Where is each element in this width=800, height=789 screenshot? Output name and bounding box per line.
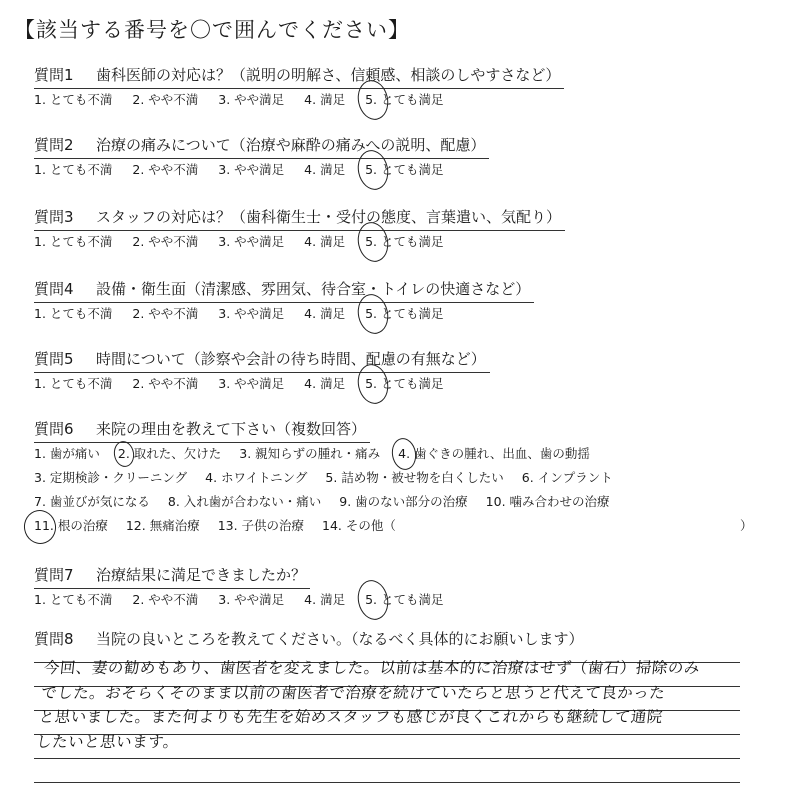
answer-line: でした。おそらくそのまま以前の歯医者で治療を続けていたらと思うと代えて良かった — [40, 683, 667, 702]
option-4[interactable]: 4. 満足 — [304, 592, 346, 607]
option-1[interactable]: 1. とても不満 — [34, 162, 113, 177]
option-2[interactable]: 2. やや不満 — [132, 234, 199, 249]
question-title — [34, 564, 310, 589]
reason-option-9[interactable]: 9. 歯のない部分の治療 — [339, 494, 468, 509]
option-5[interactable]: 5. とても満足 — [365, 590, 443, 610]
multi-option-row — [34, 468, 627, 488]
option-5[interactable]: 5. とても満足 — [365, 160, 443, 180]
option-5[interactable]: 5. とても満足 — [365, 90, 443, 110]
reason-option-4[interactable]: 4. 歯ぐきの腫れ、出血、歯の動揺 — [398, 444, 590, 464]
multi-option-row — [34, 516, 784, 536]
selection-circle — [21, 507, 58, 546]
question-number: 質問7 — [34, 566, 74, 584]
option-4[interactable]: 4. 満足 — [304, 306, 346, 321]
option-1[interactable]: 1. とても不満 — [34, 592, 113, 607]
option-2[interactable]: 2. やや不満 — [132, 162, 199, 177]
selection-circle — [112, 439, 136, 468]
option-2[interactable]: 2. やや不満 — [132, 92, 199, 107]
option-1[interactable]: 1. とても不満 — [34, 92, 113, 107]
option-4[interactable]: 4. 満足 — [304, 92, 346, 107]
question-title — [34, 134, 489, 159]
reason-option-14[interactable]: 14. その他（ — [322, 518, 396, 533]
reason-option-13[interactable]: 13. 子供の治療 — [217, 518, 305, 533]
option-3[interactable]: 3. やや満足 — [218, 592, 285, 607]
question-text: 時間について（診察や会計の待ち時間、配慮の有無など） — [96, 350, 486, 368]
option-2[interactable]: 2. やや不満 — [132, 376, 199, 391]
question-title — [34, 278, 534, 303]
multi-option-row — [34, 492, 624, 512]
option-4[interactable]: 4. 満足 — [304, 376, 346, 391]
question-title — [34, 418, 370, 443]
question-number: 質問6 — [34, 420, 74, 438]
option-5[interactable]: 5. とても満足 — [365, 304, 443, 324]
reason-option-1[interactable]: 1. 歯が痛い — [34, 446, 100, 461]
handwritten-answer[interactable] — [35, 656, 745, 754]
option-2[interactable]: 2. やや不満 — [132, 306, 199, 321]
option-1[interactable]: 1. とても不満 — [34, 376, 113, 391]
reason-option-3[interactable]: 3. 親知らずの腫れ・痛み — [239, 446, 381, 461]
option-1[interactable]: 1. とても不満 — [34, 234, 113, 249]
question-number: 質問2 — [34, 136, 74, 154]
option-5[interactable]: 5. とても満足 — [365, 374, 443, 394]
reason-option-6[interactable]: 6. インプラント — [521, 470, 613, 485]
option-3[interactable]: 3. やや満足 — [218, 92, 285, 107]
option-3[interactable]: 3. やや満足 — [218, 376, 285, 391]
rating-options — [34, 374, 459, 394]
other-close-paren: ） — [740, 518, 753, 533]
question-text: 設備・衛生面（清潔感、雰囲気、待合室・トイレの快適さなど） — [96, 280, 531, 298]
page-title: 【該当する番号を〇で囲んでください】 — [14, 18, 410, 42]
question-number: 質問5 — [34, 350, 74, 368]
reason-option-10[interactable]: 10. 噛み合わせの治療 — [485, 494, 610, 509]
option-3[interactable]: 3. やや満足 — [218, 162, 285, 177]
rating-options — [34, 90, 459, 110]
selection-circle — [354, 577, 392, 622]
rating-options — [34, 232, 459, 252]
reason-option-5[interactable]: 5. 詰め物・被せ物を白くしたい — [325, 470, 504, 485]
reason-option-11[interactable]: 11. 根の治療 — [34, 516, 108, 536]
multi-option-row — [34, 444, 604, 464]
question-number: 質問3 — [34, 208, 74, 226]
question-title — [34, 628, 588, 652]
option-1[interactable]: 1. とても不満 — [34, 306, 113, 321]
answer-line: したいと思います。 — [35, 732, 180, 751]
reason-option-3b[interactable]: 3. 定期検診・クリーニング — [34, 470, 188, 485]
question-text: 治療結果に満足できましたか？ — [96, 566, 307, 584]
question-title — [34, 64, 564, 89]
option-4[interactable]: 4. 満足 — [304, 162, 346, 177]
reason-option-8[interactable]: 8. 入れ歯が合わない・痛い — [167, 494, 322, 509]
question-number: 質問8 — [34, 630, 74, 648]
reason-option-12[interactable]: 12. 無痛治療 — [125, 518, 200, 533]
question-text: 歯科医師の対応は？（説明の明解さ、信頼感、相談のしやすさなど） — [96, 66, 561, 84]
question-text: 治療の痛みについて（治療や麻酔の痛みへの説明、配慮） — [96, 136, 486, 154]
question-text: スタッフの対応は？（歯科衛生士・受付の態度、言葉遣い、気配り） — [96, 208, 562, 226]
question-text: 来院の理由を教えて下さい（複数回答） — [96, 420, 367, 438]
rating-options — [34, 160, 459, 180]
option-4[interactable]: 4. 満足 — [304, 234, 346, 249]
option-2[interactable]: 2. やや不満 — [132, 592, 199, 607]
question-title — [34, 348, 490, 373]
question-text: 当院の良いところを教えてください。（なるべく具体的にお願いします） — [96, 630, 584, 648]
reason-option-7[interactable]: 7. 歯並びが気になる — [34, 494, 150, 509]
answer-line: と思いました。また何よりも先生を始めスタッフも感じが良くこれからも継続して通院 — [37, 708, 664, 726]
answer-line: 今回、妻の勧めもあり、歯医者を変えました。以前は基本的に治療はせず（歯石）掃除のみ — [42, 659, 701, 677]
selection-circle — [390, 436, 419, 472]
option-3[interactable]: 3. やや満足 — [218, 306, 285, 321]
reason-option-4b[interactable]: 4. ホワイトニング — [205, 470, 308, 485]
option-5[interactable]: 5. とても満足 — [365, 232, 443, 252]
reason-option-2[interactable]: 2. 取れた、欠けた — [118, 444, 221, 464]
rating-options — [34, 304, 459, 324]
question-number: 質問1 — [34, 66, 74, 84]
question-title — [34, 206, 565, 231]
option-3[interactable]: 3. やや満足 — [218, 234, 285, 249]
rating-options — [34, 590, 459, 610]
question-number: 質問4 — [34, 280, 74, 298]
